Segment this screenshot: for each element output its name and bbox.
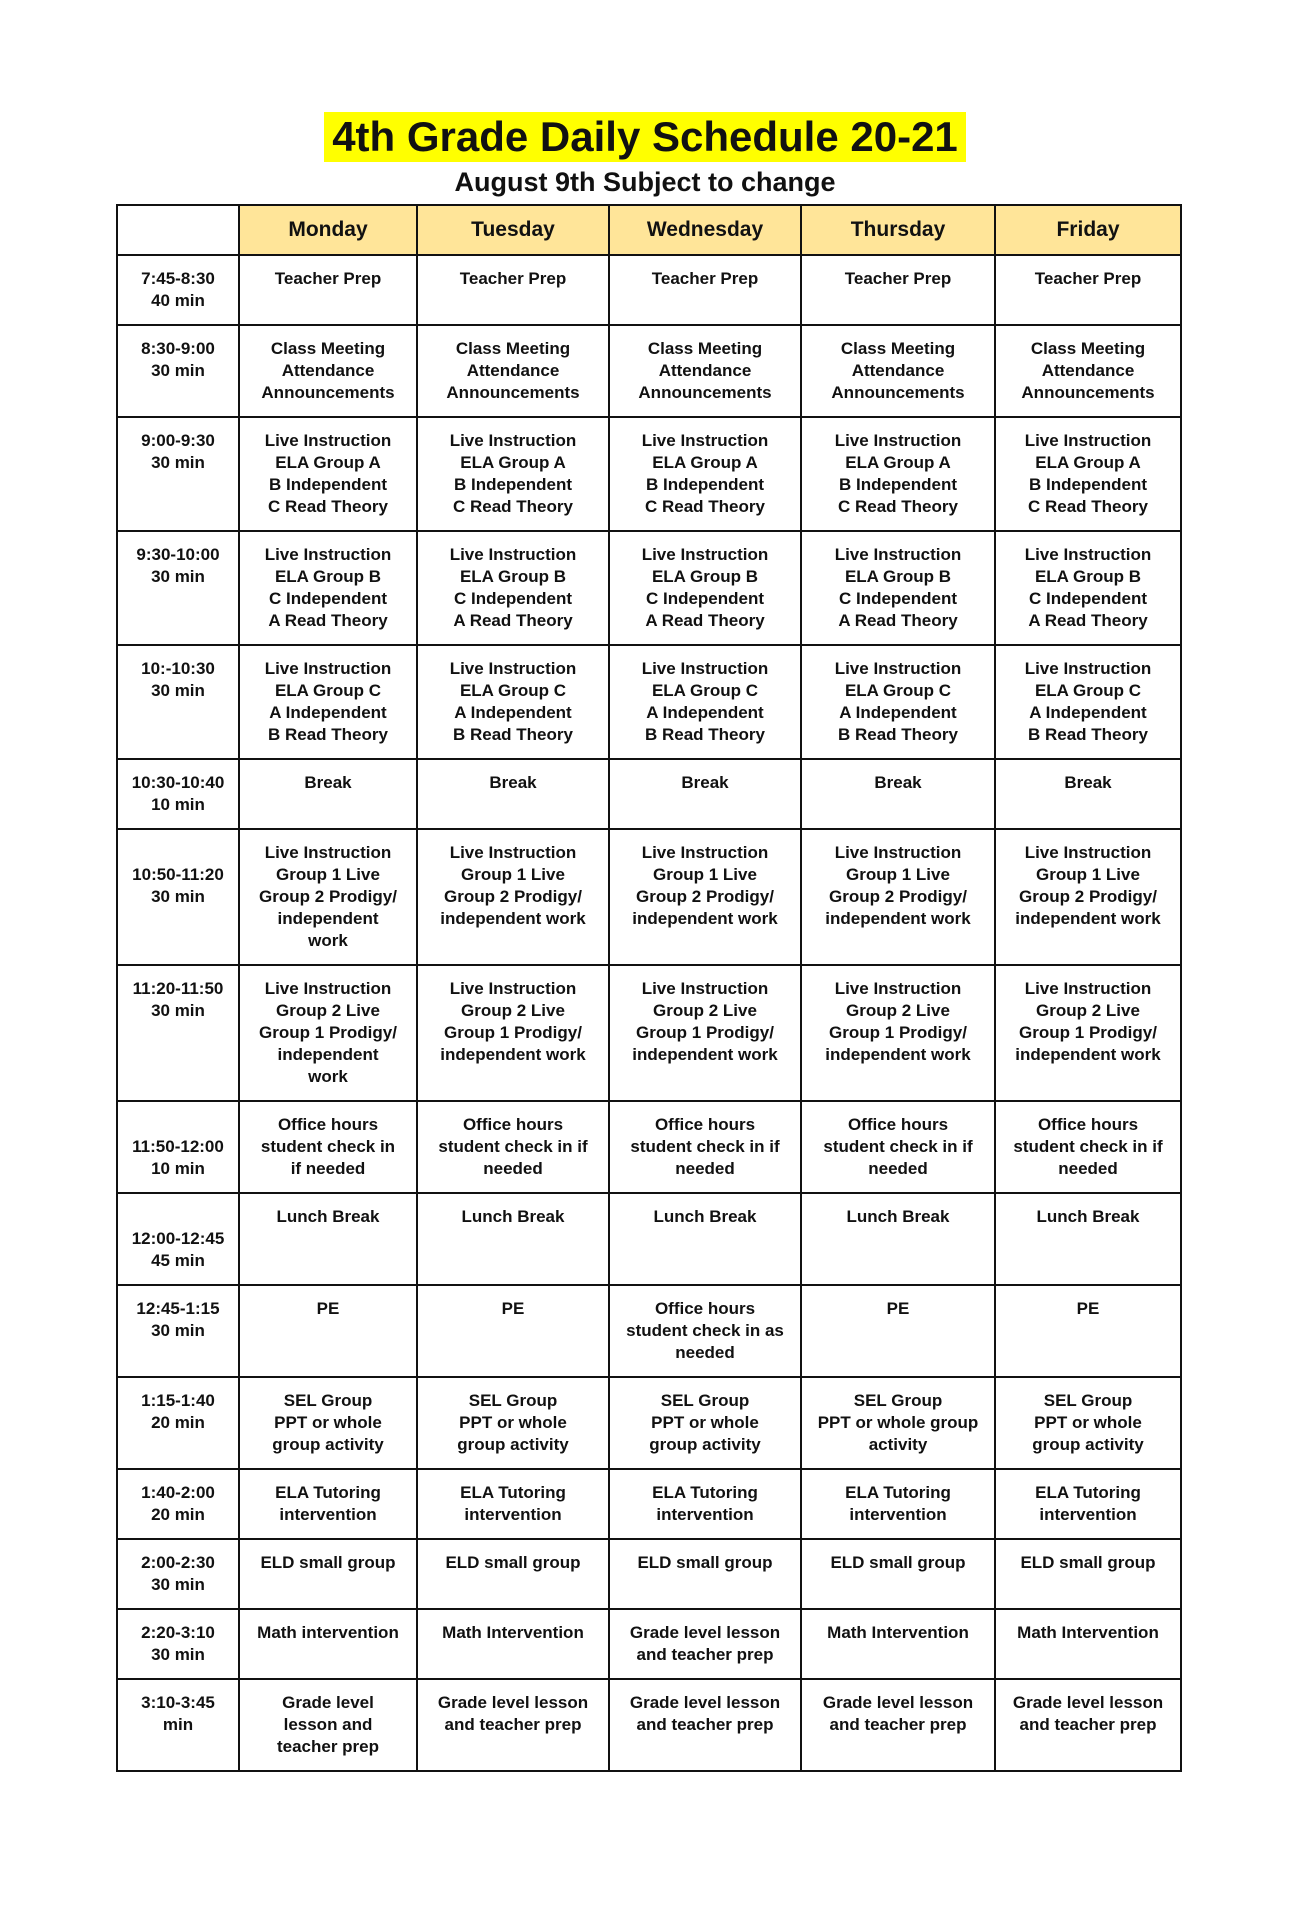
activity-cell-thursday: Live Instruction Group 2 Live Group 1 Prodigy/ independent work: [801, 965, 995, 1101]
time-slot-cell: 8:30-9:00 30 min: [117, 325, 239, 417]
time-slot-cell: 1:15-1:40 20 min: [117, 1377, 239, 1469]
activity-cell-friday: Class Meeting Attendance Announcements: [995, 325, 1181, 417]
activity-cell-thursday: Grade level lesson and teacher prep: [801, 1679, 995, 1771]
activity-cell-wednesday: Break: [609, 759, 801, 829]
time-slot-cell: 12:45-1:15 30 min: [117, 1285, 239, 1377]
activity-cell-wednesday: Live Instruction ELA Group C A Independent B Read Theory: [609, 645, 801, 759]
activity-cell-friday: Live Instruction ELA Group B C Independent A Read Theory: [995, 531, 1181, 645]
activity-cell-tuesday: ELA Tutoring intervention: [417, 1469, 609, 1539]
corner-cell: [117, 205, 239, 255]
activity-cell-thursday: Class Meeting Attendance Announcements: [801, 325, 995, 417]
activity-cell-wednesday: Lunch Break: [609, 1193, 801, 1285]
activity-cell-wednesday: Live Instruction Group 2 Live Group 1 Prodigy/ independent work: [609, 965, 801, 1101]
activity-cell-friday: PE: [995, 1285, 1181, 1377]
time-slot-cell: 9:00-9:30 30 min: [117, 417, 239, 531]
table-row: [117, 645, 1181, 759]
day-header-monday: Monday: [239, 205, 417, 255]
activity-cell-thursday: Live Instruction ELA Group A B Independent C Read Theory: [801, 417, 995, 531]
activity-cell-wednesday: Grade level lesson and teacher prep: [609, 1679, 801, 1771]
activity-cell-monday: PE: [239, 1285, 417, 1377]
activity-cell-friday: Live Instruction ELA Group C A Independent B Read Theory: [995, 645, 1181, 759]
page-subtitle: August 9th Subject to change: [454, 167, 836, 197]
activity-cell-wednesday: SEL Group PPT or whole group activity: [609, 1377, 801, 1469]
activity-cell-thursday: SEL Group PPT or whole group activity: [801, 1377, 995, 1469]
activity-cell-wednesday: Office hours student check in if needed: [609, 1101, 801, 1193]
table-row: [117, 965, 1181, 1101]
activity-cell-tuesday: Teacher Prep: [417, 255, 609, 325]
activity-cell-thursday: Lunch Break: [801, 1193, 995, 1285]
time-slot-cell: 7:45-8:30 40 min: [117, 255, 239, 325]
activity-cell-wednesday: Office hours student check in as needed: [609, 1285, 801, 1377]
table-row: [117, 1539, 1181, 1609]
activity-cell-tuesday: Live Instruction ELA Group C A Independent B Read Theory: [417, 645, 609, 759]
time-slot-cell: 11:20-11:50 30 min: [117, 965, 239, 1101]
activity-cell-monday: Live Instruction ELA Group C A Independent B Read Theory: [239, 645, 417, 759]
time-slot-cell: 11:50-12:00 10 min: [117, 1101, 239, 1193]
day-header-tuesday: Tuesday: [417, 205, 609, 255]
activity-cell-wednesday: ELD small group: [609, 1539, 801, 1609]
activity-cell-monday: Office hours student check in if needed: [239, 1101, 417, 1193]
activity-cell-monday: Live Instruction ELA Group B C Independent A Read Theory: [239, 531, 417, 645]
activity-cell-wednesday: Live Instruction Group 1 Live Group 2 Prodigy/ independent work: [609, 829, 801, 965]
activity-cell-thursday: Live Instruction ELA Group C A Independent B Read Theory: [801, 645, 995, 759]
activity-cell-friday: ELD small group: [995, 1539, 1181, 1609]
time-slot-cell: 12:00-12:45 45 min: [117, 1193, 239, 1285]
time-slot-cell: 3:10-3:45 min: [117, 1679, 239, 1771]
activity-cell-monday: ELD small group: [239, 1539, 417, 1609]
activity-cell-thursday: Teacher Prep: [801, 255, 995, 325]
activity-cell-wednesday: Teacher Prep: [609, 255, 801, 325]
activity-cell-thursday: Live Instruction Group 1 Live Group 2 Prodigy/ independent work: [801, 829, 995, 965]
table-row: [117, 1285, 1181, 1377]
time-slot-cell: 2:20-3:10 30 min: [117, 1609, 239, 1679]
table-row: [117, 1377, 1181, 1469]
header-row: [117, 205, 1181, 255]
table-row: [117, 417, 1181, 531]
activity-cell-wednesday: Class Meeting Attendance Announcements: [609, 325, 801, 417]
activity-cell-tuesday: Class Meeting Attendance Announcements: [417, 325, 609, 417]
table-row: [117, 325, 1181, 417]
activity-cell-friday: Office hours student check in if needed: [995, 1101, 1181, 1193]
time-slot-cell: 10:-10:30 30 min: [117, 645, 239, 759]
table-row: [117, 759, 1181, 829]
day-header-thursday: Thursday: [801, 205, 995, 255]
activity-cell-tuesday: Office hours student check in if needed: [417, 1101, 609, 1193]
activity-cell-monday: Break: [239, 759, 417, 829]
activity-cell-friday: Lunch Break: [995, 1193, 1181, 1285]
activity-cell-tuesday: Live Instruction ELA Group A B Independent C Read Theory: [417, 417, 609, 531]
activity-cell-tuesday: Live Instruction Group 1 Live Group 2 Prodigy/ independent work: [417, 829, 609, 965]
activity-cell-friday: Grade level lesson and teacher prep: [995, 1679, 1181, 1771]
activity-cell-tuesday: ELD small group: [417, 1539, 609, 1609]
activity-cell-friday: ELA Tutoring intervention: [995, 1469, 1181, 1539]
activity-cell-tuesday: Grade level lesson and teacher prep: [417, 1679, 609, 1771]
time-slot-cell: 9:30-10:00 30 min: [117, 531, 239, 645]
activity-cell-thursday: Office hours student check in if needed: [801, 1101, 995, 1193]
activity-cell-friday: Math Intervention: [995, 1609, 1181, 1679]
table-row: [117, 1609, 1181, 1679]
activity-cell-wednesday: Grade level lesson and teacher prep: [609, 1609, 801, 1679]
activity-cell-monday: Live Instruction Group 1 Live Group 2 Prodigy/ independent work: [239, 829, 417, 965]
activity-cell-tuesday: SEL Group PPT or whole group activity: [417, 1377, 609, 1469]
activity-cell-wednesday: Live Instruction ELA Group A B Independent C Read Theory: [609, 417, 801, 531]
activity-cell-wednesday: ELA Tutoring intervention: [609, 1469, 801, 1539]
activity-cell-monday: Math intervention: [239, 1609, 417, 1679]
activity-cell-monday: ELA Tutoring intervention: [239, 1469, 417, 1539]
activity-cell-tuesday: Math Intervention: [417, 1609, 609, 1679]
day-header-friday: Friday: [995, 205, 1181, 255]
table-row: [117, 531, 1181, 645]
activity-cell-monday: Lunch Break: [239, 1193, 417, 1285]
activity-cell-friday: Live Instruction Group 1 Live Group 2 Prodigy/ independent work: [995, 829, 1181, 965]
activity-cell-thursday: Math Intervention: [801, 1609, 995, 1679]
activity-cell-friday: Live Instruction Group 2 Live Group 1 Prodigy/ independent work: [995, 965, 1181, 1101]
activity-cell-monday: Teacher Prep: [239, 255, 417, 325]
schedule-body: [117, 255, 1181, 1771]
activity-cell-monday: SEL Group PPT or whole group activity: [239, 1377, 417, 1469]
day-header-wednesday: Wednesday: [609, 205, 801, 255]
time-slot-cell: 2:00-2:30 30 min: [117, 1539, 239, 1609]
activity-cell-monday: Live Instruction Group 2 Live Group 1 Prodigy/ independent work: [239, 965, 417, 1101]
activity-cell-tuesday: Lunch Break: [417, 1193, 609, 1285]
activity-cell-monday: Live Instruction ELA Group A B Independent C Read Theory: [239, 417, 417, 531]
activity-cell-friday: Live Instruction ELA Group A B Independent C Read Theory: [995, 417, 1181, 531]
table-row: [117, 1101, 1181, 1193]
activity-cell-wednesday: Live Instruction ELA Group B C Independent A Read Theory: [609, 531, 801, 645]
table-row: [117, 829, 1181, 965]
activity-cell-thursday: PE: [801, 1285, 995, 1377]
table-row: [117, 255, 1181, 325]
activity-cell-friday: Break: [995, 759, 1181, 829]
activity-cell-thursday: Break: [801, 759, 995, 829]
table-row: [117, 1679, 1181, 1771]
activity-cell-thursday: ELD small group: [801, 1539, 995, 1609]
table-row: [117, 1193, 1181, 1285]
activity-cell-friday: Teacher Prep: [995, 255, 1181, 325]
activity-cell-tuesday: Live Instruction ELA Group B C Independent A Read Theory: [417, 531, 609, 645]
table-row: [117, 1469, 1181, 1539]
activity-cell-monday: Class Meeting Attendance Announcements: [239, 325, 417, 417]
title-wrapper: [0, 112, 1290, 162]
time-slot-cell: 10:30-10:40 10 min: [117, 759, 239, 829]
activity-cell-monday: Grade level lesson and teacher prep: [239, 1679, 417, 1771]
activity-cell-tuesday: Break: [417, 759, 609, 829]
activity-cell-thursday: ELA Tutoring intervention: [801, 1469, 995, 1539]
time-slot-cell: 1:40-2:00 20 min: [117, 1469, 239, 1539]
page-title: 4th Grade Daily Schedule 20-21: [324, 112, 966, 162]
activity-cell-friday: SEL Group PPT or whole group activity: [995, 1377, 1181, 1469]
schedule-table: [116, 204, 1182, 1772]
activity-cell-tuesday: Live Instruction Group 2 Live Group 1 Prodigy/ independent work: [417, 965, 609, 1101]
activity-cell-thursday: Live Instruction ELA Group B C Independent A Read Theory: [801, 531, 995, 645]
activity-cell-tuesday: PE: [417, 1285, 609, 1377]
time-slot-cell: 10:50-11:20 30 min: [117, 829, 239, 965]
